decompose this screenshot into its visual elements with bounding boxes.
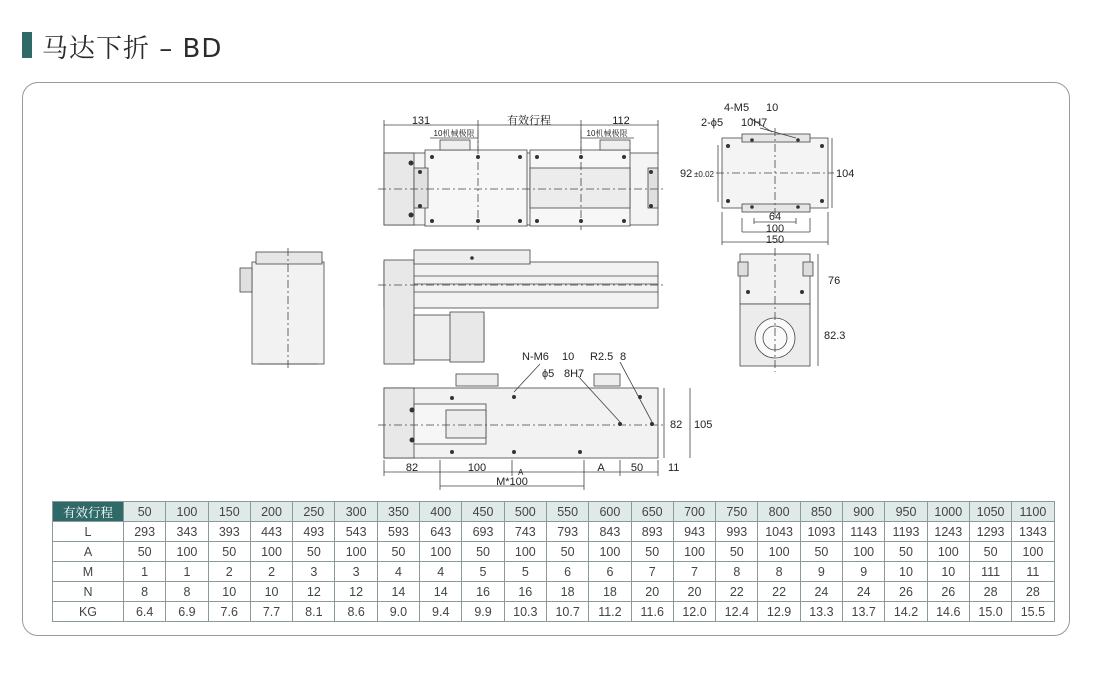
spec-value-cell: 12.4 [716,602,758,622]
spec-value-cell: 993 [716,522,758,542]
spec-value-cell: 1143 [843,522,885,542]
spec-value-cell: 50 [462,542,504,562]
end-top-callout-holes-depth: 10 [766,102,779,114]
spec-value-cell: 493 [293,522,335,542]
spec-value-cell: 4 [420,562,462,582]
spec-value-cell: 1093 [800,522,842,542]
spec-value-cell: 593 [377,522,419,542]
spec-table [52,501,1055,622]
spec-value-cell: 1 [166,562,208,582]
spec-header-label: 有效行程 [53,502,124,522]
end-top-callout-pins: 2-ϕ5 [701,117,724,129]
spec-value-cell: 11 [1012,562,1054,582]
spec-value-cell: 6.9 [166,602,208,622]
spec-stroke-cell: 950 [885,502,927,522]
bottom-callout-radius-depth: 8 [620,351,627,363]
spec-value-cell: 15.5 [1012,602,1054,622]
spec-value-cell: 893 [631,522,673,542]
spec-value-cell: 1243 [927,522,969,542]
spec-stroke-cell: 850 [800,502,842,522]
spec-value-cell: 2 [250,562,292,582]
spec-value-cell: 14 [420,582,462,602]
spec-value-cell: 20 [673,582,715,602]
bottom-callout-holes: N-M6 [522,351,549,363]
spec-value-cell: 24 [800,582,842,602]
spec-stroke-cell: 200 [250,502,292,522]
end-top-dim-150: 150 [765,234,785,246]
spec-value-cell: 16 [462,582,504,602]
spec-value-cell: 20 [631,582,673,602]
bottom-callout-radius: R2.5 [590,351,614,363]
spec-value-cell: 1043 [758,522,800,542]
spec-value-cell: 14 [377,582,419,602]
spec-stroke-cell: 500 [504,502,546,522]
spec-row [53,602,1055,622]
spec-value-cell: 22 [716,582,758,602]
end-top-dim-pitch-tol: ±0.02 [694,170,714,179]
spec-value-cell: 943 [673,522,715,542]
end-bottom-dim-76: 76 [828,275,841,287]
spec-row [53,582,1055,602]
end-top-callout-pins-depth: 10H7 [741,117,768,129]
spec-value-cell: 50 [124,542,166,562]
top-dim-left: 131 [411,115,431,127]
spec-stroke-cell: 250 [293,502,335,522]
bottom-dim-50: 50 [630,462,644,474]
spec-value-cell: 2 [208,562,250,582]
top-limit-left: 10机械极限 [433,129,475,138]
spec-value-cell: 9.9 [462,602,504,622]
bottom-dim-a: A [597,462,605,474]
spec-stroke-cell: 100 [166,502,208,522]
spec-value-cell: 10 [208,582,250,602]
spec-value-cell: 13.3 [800,602,842,622]
spec-value-cell: 24 [843,582,885,602]
spec-value-cell: 9.0 [377,602,419,622]
spec-stroke-cell: 550 [546,502,588,522]
spec-value-cell: 100 [758,542,800,562]
spec-value-cell: 9.4 [420,602,462,622]
spec-value-cell: 10.3 [504,602,546,622]
top-dim-middle: 有效行程 [507,115,551,127]
spec-value-cell: 7 [673,562,715,582]
spec-value-cell: 10 [250,582,292,602]
spec-value-cell: 1 [124,562,166,582]
spec-stroke-cell: 300 [335,502,377,522]
spec-value-cell: 50 [800,542,842,562]
spec-value-cell: 26 [927,582,969,602]
end-bottom-dim-82-3: 82.3 [824,330,846,342]
spec-value-cell: 8 [716,562,758,582]
spec-value-cell: 8 [166,582,208,602]
spec-value-cell: 50 [377,542,419,562]
spec-value-cell: 11.2 [589,602,631,622]
spec-value-cell: 50 [885,542,927,562]
spec-value-cell: 100 [504,542,546,562]
spec-value-cell: 50 [546,542,588,562]
spec-header-row [53,502,1055,522]
spec-value-cell: 50 [716,542,758,562]
spec-value-cell: 22 [758,582,800,602]
spec-stroke-cell: 1000 [927,502,969,522]
spec-stroke-cell: 350 [377,502,419,522]
spec-value-cell: 9 [800,562,842,582]
spec-value-cell: 13.7 [843,602,885,622]
spec-value-cell: 50 [631,542,673,562]
spec-stroke-cell: 1100 [1012,502,1054,522]
spec-value-cell: 18 [546,582,588,602]
bottom-callout-pins-depth: 8H7 [564,368,585,380]
spec-value-cell: 8.6 [335,602,377,622]
spec-value-cell: 100 [1012,542,1054,562]
spec-value-cell: 1193 [885,522,927,542]
spec-value-cell: 100 [927,542,969,562]
spec-stroke-cell: 750 [716,502,758,522]
spec-row-label: L [53,522,124,542]
side-view-left [240,248,324,370]
spec-value-cell: 4 [377,562,419,582]
spec-value-cell: 5 [462,562,504,582]
spec-stroke-cell: 800 [758,502,800,522]
spec-value-cell: 393 [208,522,250,542]
spec-stroke-cell: 450 [462,502,504,522]
spec-value-cell: 12 [293,582,335,602]
spec-stroke-cell: 50 [124,502,166,522]
spec-value-cell: 100 [250,542,292,562]
spec-row-label: N [53,582,124,602]
spec-row [53,522,1055,542]
spec-stroke-cell: 900 [843,502,885,522]
spec-value-cell: 16 [504,582,546,602]
spec-value-cell: 7.7 [250,602,292,622]
end-top-dim-pitch: 92 [680,168,693,180]
spec-value-cell: 293 [124,522,166,542]
spec-value-cell: 10 [885,562,927,582]
bottom-dim-105: 105 [694,419,713,431]
end-view-bottom [738,248,818,372]
spec-value-cell: 10 [927,562,969,582]
spec-value-cell: 793 [546,522,588,542]
spec-value-cell: 100 [335,542,377,562]
spec-value-cell: 443 [250,522,292,542]
spec-row-label: KG [53,602,124,622]
spec-row [53,562,1055,582]
spec-value-cell: 693 [462,522,504,542]
spec-value-cell: 11.6 [631,602,673,622]
bottom-dim-11: 11 [668,462,680,474]
page-title: 马达下折 – BD [42,34,223,64]
spec-stroke-cell: 400 [420,502,462,522]
spec-value-cell: 543 [335,522,377,542]
spec-value-cell: 28 [1012,582,1054,602]
end-top-callout-holes: 4-M5 [724,102,750,114]
spec-row-label: M [53,562,124,582]
spec-value-cell: 343 [166,522,208,542]
spec-value-cell: 14.6 [927,602,969,622]
spec-stroke-cell: 1050 [969,502,1011,522]
spec-value-cell: 8.1 [293,602,335,622]
spec-stroke-cell: 700 [673,502,715,522]
spec-value-cell: 643 [420,522,462,542]
top-dim-right: 112 [612,115,630,127]
spec-value-cell: 26 [885,582,927,602]
spec-value-cell: 1343 [1012,522,1054,542]
spec-value-cell: 50 [969,542,1011,562]
spec-value-cell: 743 [504,522,546,542]
bottom-dim-82-side: 82 [670,419,683,431]
top-limit-right: 10机械极限 [586,129,628,138]
spec-value-cell: 15.0 [969,602,1011,622]
spec-value-cell: 100 [166,542,208,562]
spec-value-cell: 8 [124,582,166,602]
spec-value-cell: 7 [631,562,673,582]
bottom-callout-holes-depth: 10 [562,351,575,363]
end-top-dim-100: 100 [765,223,785,235]
spec-value-cell: 6 [546,562,588,582]
spec-value-cell: 12.0 [673,602,715,622]
spec-value-cell: 100 [673,542,715,562]
side-view-middle [378,250,664,364]
spec-value-cell: 6 [589,562,631,582]
spec-value-cell: 100 [589,542,631,562]
spec-stroke-cell: 150 [208,502,250,522]
spec-value-cell: 100 [843,542,885,562]
bottom-view [378,362,690,490]
bottom-dim-100: 100 [467,462,487,474]
spec-row [53,542,1055,562]
bottom-dim-m100: M*100 [496,476,528,488]
end-top-dim-64: 64 [768,211,782,223]
spec-value-cell: 5 [504,562,546,582]
spec-value-cell: 9 [843,562,885,582]
spec-value-cell: 50 [293,542,335,562]
spec-value-cell: 14.2 [885,602,927,622]
spec-value-cell: 18 [589,582,631,602]
spec-value-cell: 12.9 [758,602,800,622]
end-top-dim-height: 104 [836,168,855,180]
spec-value-cell: 100 [420,542,462,562]
bottom-dim-a-small: A [518,468,524,477]
spec-value-cell: 12 [335,582,377,602]
spec-value-cell: 111 [969,562,1011,582]
spec-row-label: A [53,542,124,562]
spec-value-cell: 1293 [969,522,1011,542]
spec-value-cell: 843 [589,522,631,542]
bottom-callout-pins: ϕ5 [542,368,555,380]
spec-value-cell: 3 [335,562,377,582]
spec-value-cell: 10.7 [546,602,588,622]
spec-value-cell: 3 [293,562,335,582]
spec-value-cell: 7.6 [208,602,250,622]
bottom-dim-82: 82 [405,462,419,474]
spec-value-cell: 50 [208,542,250,562]
spec-value-cell: 8 [758,562,800,582]
spec-value-cell: 28 [969,582,1011,602]
spec-value-cell: 6.4 [124,602,166,622]
spec-stroke-cell: 650 [631,502,673,522]
spec-stroke-cell: 600 [589,502,631,522]
